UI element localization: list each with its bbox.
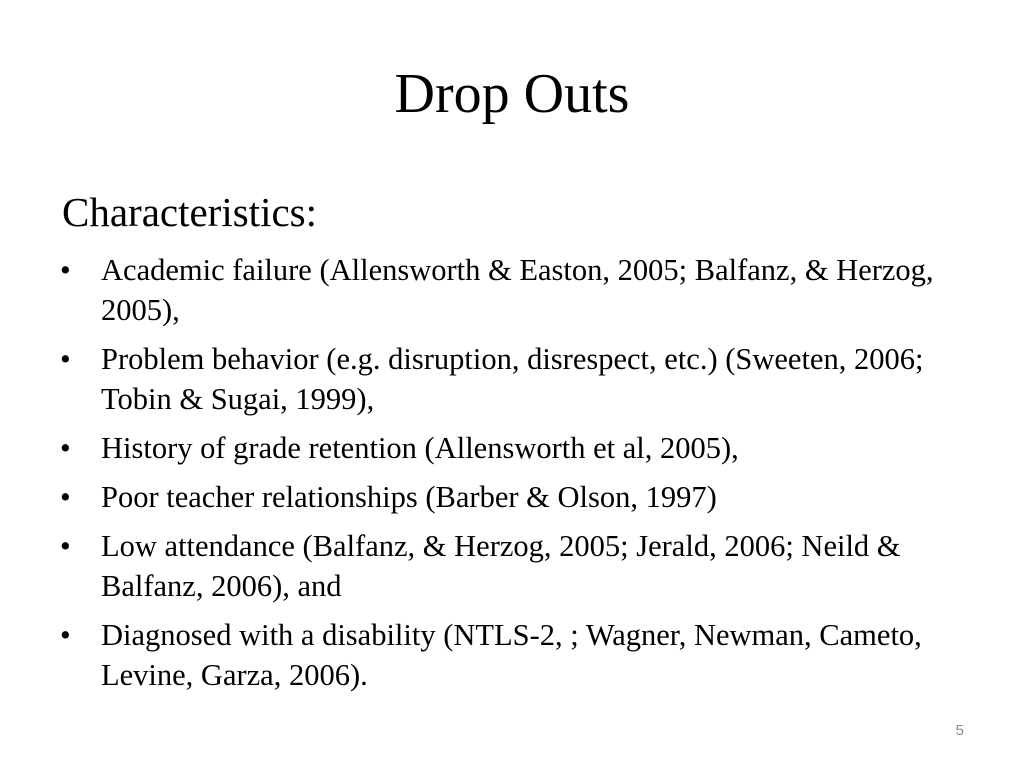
bullet-item [60, 526, 960, 606]
slide-subheading: Characteristics: [62, 189, 318, 235]
bullet-item [60, 339, 960, 419]
slide-title: Drop Outs [394, 63, 630, 125]
bullet-text: Low attendance (Balfanz, & Herzog, 2005; Jerald, 2006; Neild & Balfanz, 2006), and [101, 529, 901, 603]
bullet-icon: • [60, 618, 71, 652]
bullet-item [60, 615, 960, 695]
bullet-text: Poor teacher relationships (Barber & Olson, 1997) [101, 480, 717, 514]
bullet-item [60, 477, 960, 517]
bullet-icon: • [60, 342, 71, 376]
bullet-item [60, 428, 960, 468]
bullet-list [60, 250, 960, 704]
slide-number: 5 [955, 722, 964, 739]
bullet-icon: • [60, 431, 71, 465]
bullet-text: History of grade retention (Allensworth et al, 2005), [101, 431, 739, 465]
bullet-icon: • [60, 253, 71, 287]
bullet-item [60, 250, 960, 330]
bullet-icon: • [60, 480, 71, 514]
bullet-icon: • [60, 529, 71, 563]
bullet-text: Academic failure (Allensworth & Easton, 2005; Balfanz, & Herzog, 2005), [101, 253, 934, 327]
bullet-text: Diagnosed with a disability (NTLS-2, ; Wagner, Newman, Cameto, Levine, Garza, 2006). [101, 618, 922, 692]
bullet-text: Problem behavior (e.g. disruption, disrespect, etc.) (Sweeten, 2006; Tobin & Sugai, 1999), [101, 342, 924, 416]
